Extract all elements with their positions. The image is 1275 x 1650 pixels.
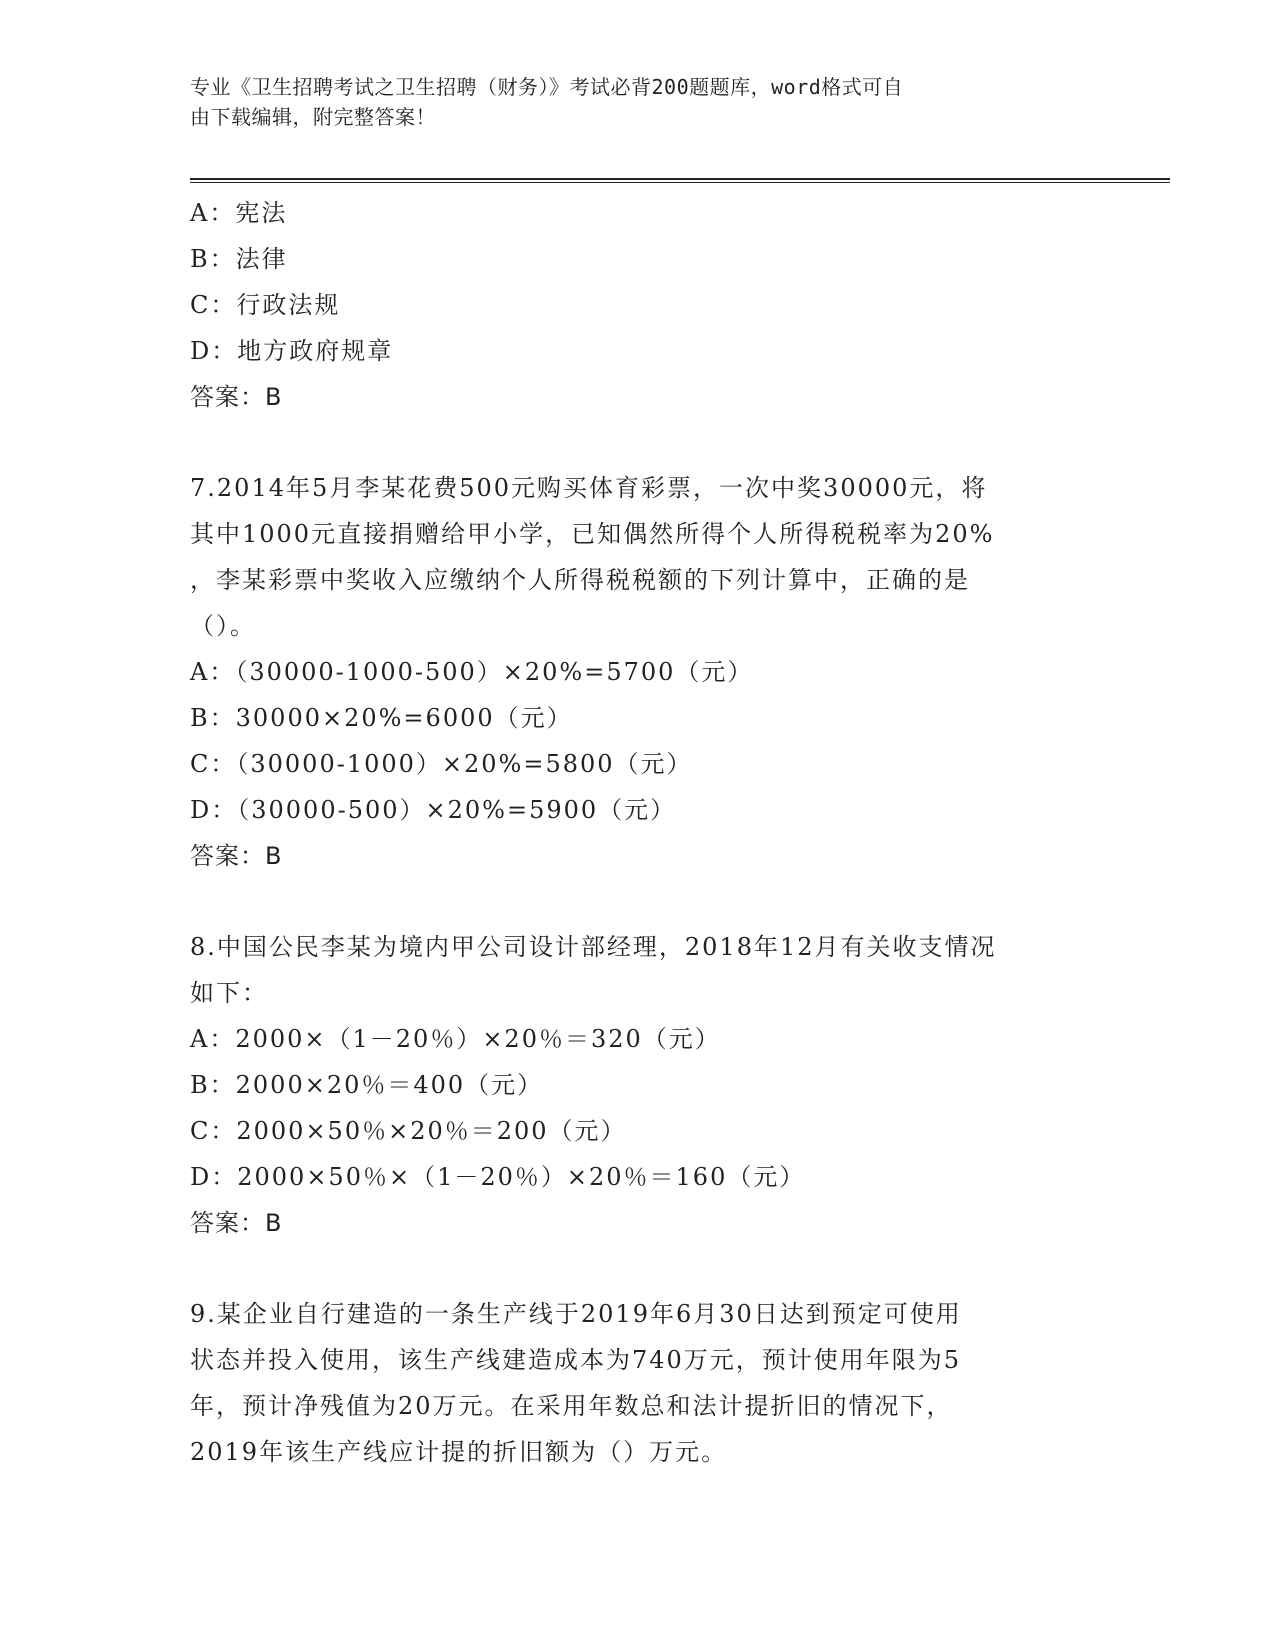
option-b: B：法律 — [190, 245, 288, 273]
header-divider — [190, 178, 1170, 180]
page-header — [190, 72, 1070, 132]
answer: 答案：B — [190, 383, 283, 411]
question-stem-line: （）。 — [190, 612, 256, 640]
question-9 — [190, 1291, 1090, 1475]
question-stem-line: 其中1000元直接捐赠给甲小学，已知偶然所得个人所得税税率为20% — [190, 520, 995, 548]
question-stem-line: 状态并投入使用，该生产线建造成本为740万元，预计使用年限为5 — [190, 1346, 962, 1374]
option-d: D：地方政府规章 — [190, 337, 394, 365]
question-8 — [190, 924, 1090, 1246]
question-content — [190, 190, 1090, 1475]
question-stem-line: 2019年该生产线应计提的折旧额为（）万元。 — [190, 1438, 728, 1466]
spacer — [190, 1246, 1090, 1291]
question-stem-line: ，李某彩票中奖收入应缴纳个人所得税税额的下列计算中，正确的是 — [190, 566, 970, 594]
option-d: D：（30000-500）×20%=5900（元） — [190, 796, 677, 824]
question-stem-line: 如下： — [190, 979, 268, 1007]
question-stem-line: 年，预计净残值为20万元。在采用年数总和法计提折旧的情况下， — [190, 1392, 953, 1420]
header-divider-thin — [190, 182, 1170, 183]
header-line-1: 专业《卫生招聘考试之卫生招聘（财务）》考试必背200题题库，word格式可自 — [190, 75, 904, 99]
question-7 — [190, 465, 1090, 879]
option-a: A：宪法 — [190, 199, 288, 227]
option-d: D：2000×50％×（1－20％）×20％＝160（元） — [190, 1163, 806, 1191]
option-b: B：30000×20%=6000（元） — [190, 704, 573, 732]
header-line-2: 由下载编辑，附完整答案！ — [190, 105, 436, 129]
answer: 答案：B — [190, 842, 283, 870]
spacer — [190, 879, 1090, 924]
spacer — [190, 420, 1090, 465]
option-c: C：（30000-1000）×20%=5800（元） — [190, 750, 693, 778]
option-c: C：2000×50％×20％＝200（元） — [190, 1117, 627, 1145]
option-c: C：行政法规 — [190, 291, 341, 319]
option-a: A：2000×（1－20％）×20％＝320（元） — [190, 1025, 721, 1053]
option-b: B：2000×20％＝400（元） — [190, 1071, 544, 1099]
question-stem-line: 7.2014年5月李某花费500元购买体育彩票，一次中奖30000元，将 — [190, 474, 988, 502]
answer: 答案：B — [190, 1209, 283, 1237]
question-stem-line: 8.中国公民李某为境内甲公司设计部经理，2018年12月有关收支情况 — [190, 933, 997, 961]
option-a: A：（30000-1000-500）×20%=5700（元） — [190, 658, 754, 686]
question-stem-line: 9.某企业自行建造的一条生产线于2019年6月30日达到预定可使用 — [190, 1300, 962, 1328]
question-6 — [190, 190, 1090, 420]
